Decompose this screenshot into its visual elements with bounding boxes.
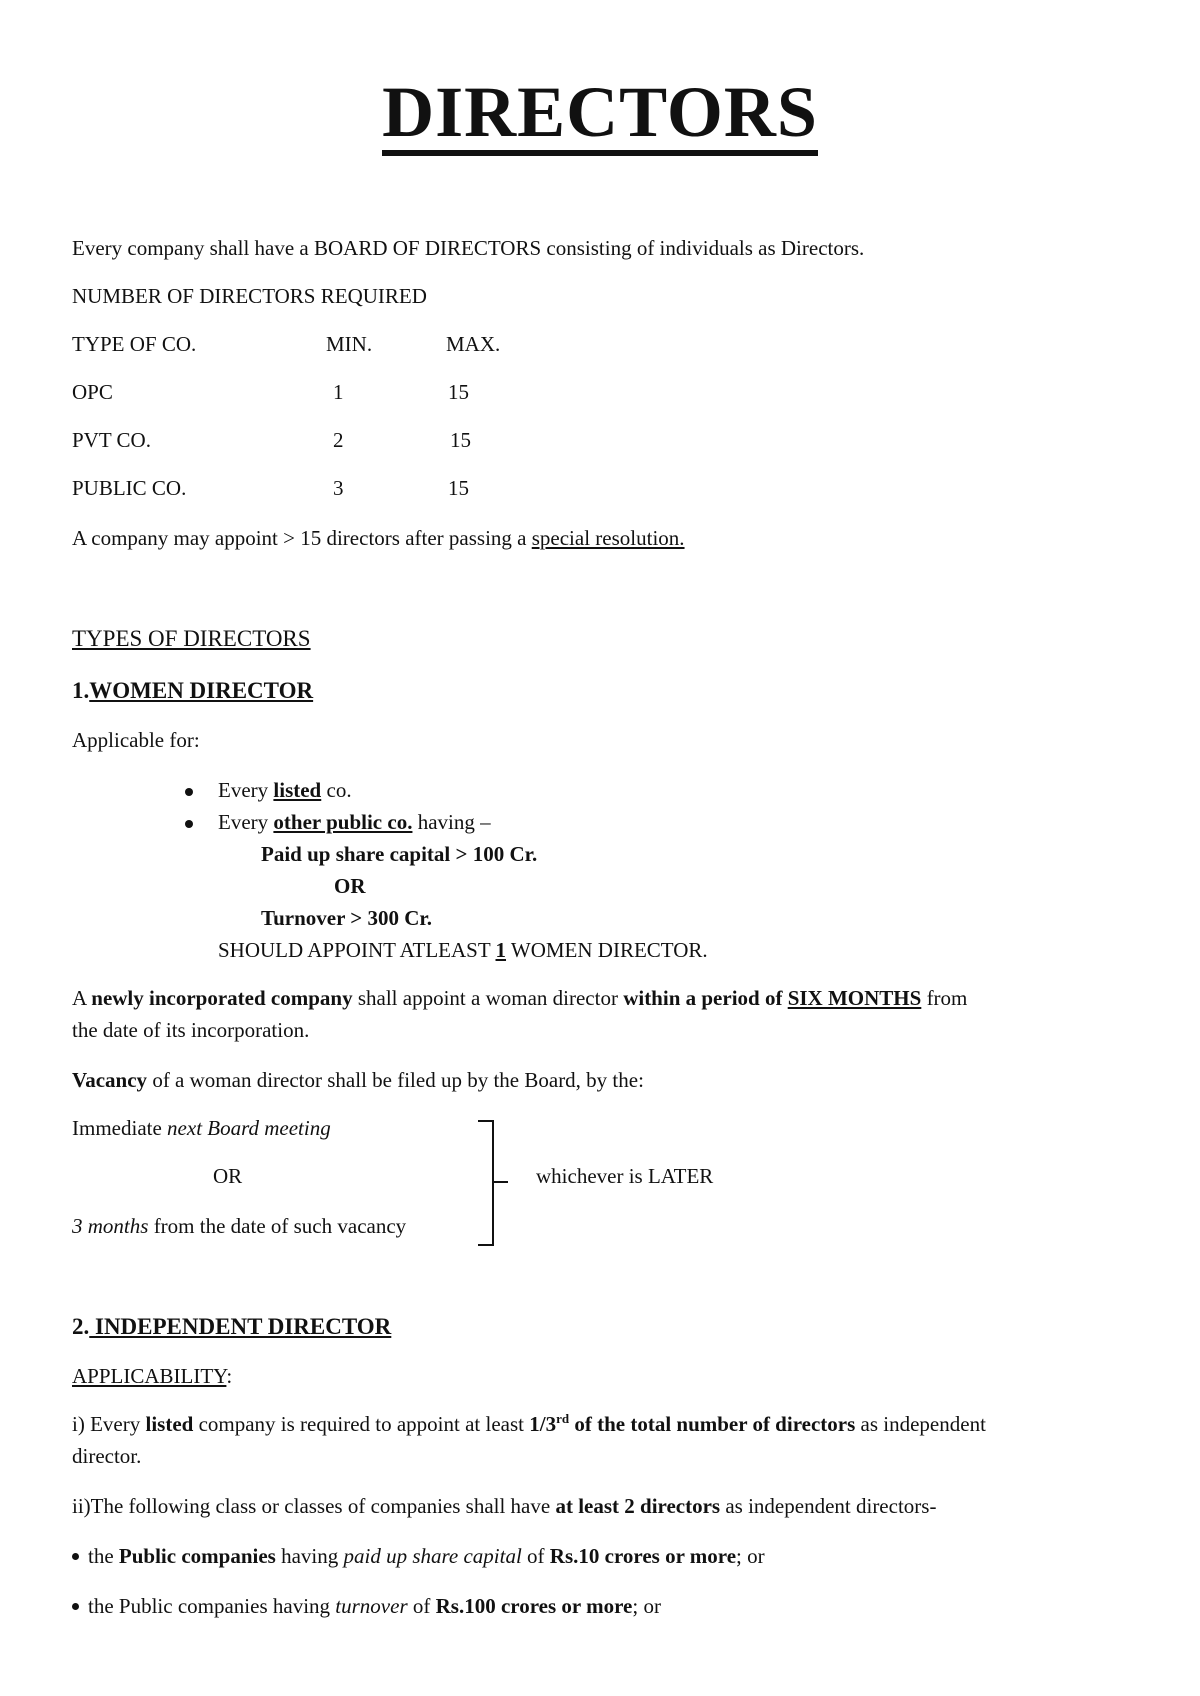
bullet-dot [185,788,193,796]
bullet-dot [72,1603,79,1610]
independent-rule-ii: ii)The following class or classes of companies shall have at least 2 directors as independent directors- [72,1494,937,1518]
table-cell-type: PVT CO. [72,428,151,452]
list-item: Every other public co. having – [218,810,491,834]
vacancy-or: OR [213,1164,243,1188]
table-cell-type: OPC [72,380,113,404]
vacancy-option-2: 3 months from the date of such vacancy [72,1214,407,1238]
table-cell-min: 1 [333,380,344,404]
bullet-dot [185,820,193,828]
bullet-dot [72,1553,79,1560]
table-header-min: MIN. [326,332,373,356]
types-heading: TYPES OF DIRECTORS [72,626,311,651]
condition-or: OR [334,874,366,898]
vacancy-text: Vacancy of a woman director shall be filed up by the Board, by the: [72,1068,644,1092]
brace-tick [492,1181,508,1183]
table-cell-min: 2 [333,428,344,452]
should-appoint: SHOULD APPOINT ATLEAST 1 WOMEN DIRECTOR. [218,938,708,962]
appoint-note: A company may appoint > 15 directors after passing a special resolution. [72,526,685,550]
right-brace [478,1120,494,1246]
list-item: Every listed co. [218,778,352,802]
applicability-label: APPLICABILITY: [72,1364,233,1388]
women-director-heading: 1.WOMEN DIRECTOR [72,678,314,703]
vacancy-option-1: Immediate next Board meeting [72,1116,331,1140]
table-header-type: TYPE OF CO. [72,332,197,356]
table-cell-max: 15 [448,476,469,500]
table-header-max: MAX. [446,332,501,356]
independent-director-heading: 2. INDEPENDENT DIRECTOR [72,1314,392,1339]
table-cell-type: PUBLIC CO. [72,476,187,500]
intro-text: Every company shall have a BOARD OF DIRECTORS consisting of individuals as Directors. [72,236,865,260]
page-title: DIRECTORS [0,76,1200,156]
newly-incorporated-text: A newly incorporated company shall appoint a woman director within a period of SIX MONTHS from [72,986,968,1010]
list-item: the Public companies having turnover of Rs.100 crores or more; or [88,1594,661,1618]
list-item: the Public companies having paid up share capital of Rs.10 crores or more; or [88,1544,765,1568]
applicable-label: Applicable for: [72,728,200,752]
number-heading: NUMBER OF DIRECTORS REQUIRED [72,284,427,308]
independent-rule-i: i) Every listed company is required to appoint at least 1/3rd of the total number of directors as independent [72,1411,986,1436]
condition-turnover: Turnover > 300 Cr. [261,906,433,930]
condition-capital: Paid up share capital > 100 Cr. [261,842,538,866]
independent-rule-i-line2: director. [72,1444,142,1468]
special-resolution-text: special resolution. [531,526,685,550]
table-cell-max: 15 [448,380,469,404]
newly-incorporated-text-line2: the date of its incorporation. [72,1018,310,1042]
table-cell-min: 3 [333,476,344,500]
whichever-later: whichever is LATER [536,1164,714,1188]
table-cell-max: 15 [450,428,471,452]
